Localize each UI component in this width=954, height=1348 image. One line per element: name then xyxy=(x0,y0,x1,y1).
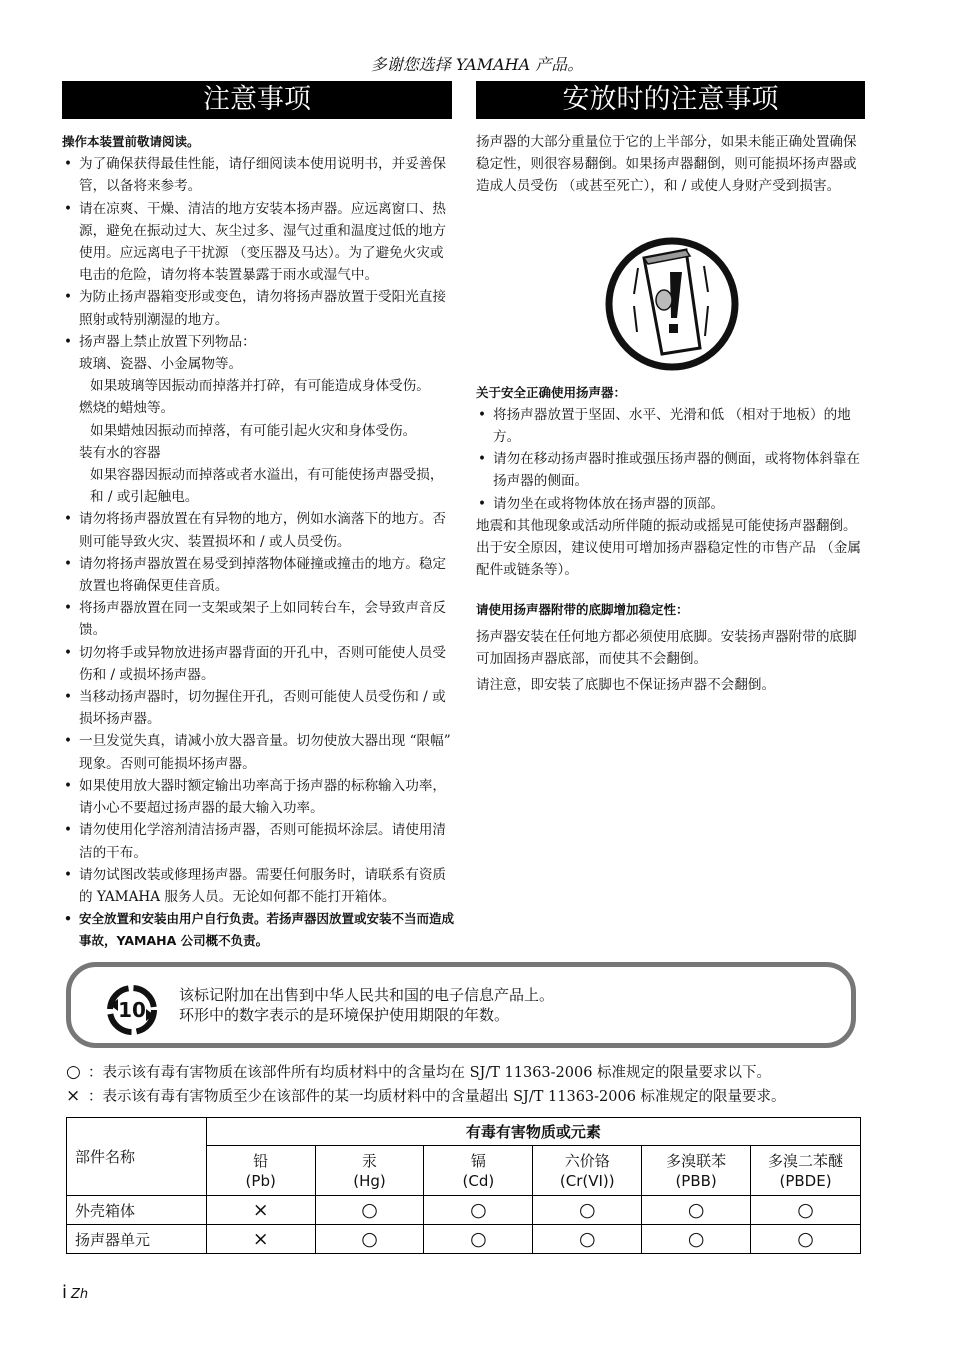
list-item: • 将扬声器放置于坚固、水平、光滑和低 （相对于地板）的地方。 xyxy=(476,404,868,448)
column-header: 镉 (Cd) xyxy=(424,1146,533,1196)
table-row xyxy=(67,1196,861,1225)
substance-mark: ○ xyxy=(424,1225,533,1254)
substance-mark: × xyxy=(206,1225,315,1254)
list-item: • 请在凉爽、干燥、清洁的地方安装本扬声器。应远离窗口、热源，避免在振动过大、灰尘过多、湿气过重和温度过低的地方使用。应远离电子干扰源 （变压器及马达）。为了避免火灾或电击的危险，请勿将本装置暴露于雨水或湿气中。 xyxy=(62,198,454,287)
eco-label-text xyxy=(179,985,554,1025)
right-column xyxy=(476,131,868,696)
eco-logo-number: 10 xyxy=(118,998,146,1022)
part-name-header: 部件名称 xyxy=(67,1118,207,1196)
left-lead: 操作本装置前敬请阅读。 xyxy=(62,134,200,149)
prohibited-item: 玻璃、瓷器、小金属物等。 xyxy=(79,356,243,373)
section2-paragraph: 扬声器安装在任何地方都必须使用底脚。安装扬声器附带的底脚可加固扬声器底部，而使其不会翻倒。 xyxy=(476,628,857,667)
prohibited-note: 如果玻璃等因振动而掉落并打碎，有可能造成身体受伤。 xyxy=(90,378,430,395)
legend-circle-text: ：表示该有毒有害物质在该部件所有均质材料中的含量均在 SJ/T 11363-2006 标准规定的限量要求以下。 xyxy=(88,1065,772,1081)
list-item: • 当移动扬声器时，切勿握住开孔，否则可能使人员受伤和 / 或损坏扬声器。 xyxy=(62,686,454,730)
list-item: • 请勿将扬声器放置在有异物的地方，例如水滴落下的地方。否则可能导致火灾、装置损坏和 / 或人员受伤。 xyxy=(62,508,454,552)
list-item-text: 扬声器上禁止放置下列物品： xyxy=(79,333,256,350)
list-item: • 如果使用放大器时额定输出功率高于扬声器的标称输入功率，请小心不要超过扬声器的最大输入功率。 xyxy=(62,775,454,819)
substance-mark: ○ xyxy=(533,1196,642,1225)
list-item: • 一旦发觉失真，请减小放大器音量。切勿使放大器出现 “限幅” 现象。否则可能损坏扬声器。 xyxy=(62,730,454,774)
list-item: • 切勿将手或异物放进扬声器背面的开孔中，否则可能使人员受伤和 / 或损坏扬声器。 xyxy=(62,642,454,686)
section1-paragraph: 地震和其他现象或活动所伴随的振动或摇晃可能使扬声器翻倒。出于安全原因，建议使用可增加扬声器稳定性的市售产品 （金属配件或链条等）。 xyxy=(476,517,861,579)
substance-mark: ○ xyxy=(533,1225,642,1254)
heading-installation-precautions: 安放时的注意事项 xyxy=(476,81,865,119)
part-name: 外壳箱体 xyxy=(67,1196,207,1225)
warning-speaker-icon xyxy=(604,236,740,372)
left-bullet-list xyxy=(62,153,454,353)
tagline: 多谢您选择 YAMAHA 产品。 xyxy=(370,55,584,74)
heading-precautions: 注意事项 xyxy=(62,81,452,119)
section2-title: 请使用扬声器附带的底脚增加稳定性： xyxy=(476,602,689,618)
prohibited-item: 装有水的容器 xyxy=(79,444,161,461)
substance-mark: ○ xyxy=(751,1196,861,1225)
substance-mark: ○ xyxy=(642,1225,751,1254)
language-code: Zh xyxy=(71,1287,89,1302)
section2-note: 请注意，即安装了底脚也不保证扬声器不会翻倒。 xyxy=(476,677,776,694)
column-header: 多溴二苯醚 (PBDE) xyxy=(751,1146,861,1196)
legend-cross xyxy=(66,1085,786,1108)
substance-mark: ○ xyxy=(315,1225,424,1254)
legend-circle xyxy=(66,1061,771,1084)
substance-group-header: 有毒有害物质或元素 xyxy=(206,1118,860,1146)
liability-notice: • 安全放置和安装由用户自行负责。若扬声器因放置或安装不当而造成事故，YAMAHA 公司概不负责。 xyxy=(62,908,454,952)
column-header: 汞 (Hg) xyxy=(315,1146,424,1196)
section1-title: 关于安全正确使用扬声器： xyxy=(476,384,627,400)
list-item: • 请勿将扬声器放置在易受到掉落物体碰撞或撞击的地方。稳定放置也将确保更佳音质。 xyxy=(62,553,454,597)
prohibited-note: 如果蜡烛因振动而掉落，有可能引起火灾和身体受伤。 xyxy=(90,422,417,439)
hazardous-substance-table xyxy=(66,1117,861,1254)
list-item: • 为防止扬声器箱变形或变色，请勿将扬声器放置于受阳光直接照射或特别潮湿的地方。 xyxy=(62,286,454,330)
circle-mark-icon: ○ xyxy=(66,1062,81,1082)
part-name: 扬声器单元 xyxy=(67,1225,207,1254)
list-item: • 请勿使用化学溶剂清洁扬声器，否则可能损坏涂层。请使用清洁的干布。 xyxy=(62,819,454,863)
list-item: • 请勿在移动扬声器时推或强压扬声器的侧面，或将物体斜靠在扬声器的侧面。 xyxy=(476,448,868,492)
left-column xyxy=(62,131,454,953)
substance-mark: ○ xyxy=(642,1196,751,1225)
page-number: i xyxy=(62,1282,68,1303)
column-header: 多溴联苯 (PBB) xyxy=(642,1146,751,1196)
right-bullet-list xyxy=(476,404,868,515)
list-item: • 请勿试图改装或修理扬声器。需要任何服务时，请联系有资质的 YAMAHA 服务人员。无论如何都不能打开箱体。 xyxy=(62,864,454,908)
right-intro: 扬声器的大部分重量位于它的上半部分，如果未能正确处置确保稳定性，则很容易翻倒。如果扬声器翻倒，则可能损坏扬声器或造成人员受伤 （或甚至死亡），和 / 或使人身财产受到损害。 xyxy=(476,134,857,195)
substance-mark: ○ xyxy=(315,1196,424,1225)
list-item xyxy=(62,331,454,353)
list-item: • 为了确保获得最佳性能，请仔细阅读本使用说明书，并妥善保管，以备将来参考。 xyxy=(62,153,454,197)
column-header: 六价铬 (Cr(VI)) xyxy=(533,1146,642,1196)
substance-mark: ○ xyxy=(424,1196,533,1225)
column-header: 铅 (Pb) xyxy=(206,1146,315,1196)
left-bullet-list-2 xyxy=(62,508,454,952)
table-row xyxy=(67,1225,861,1254)
environmental-protection-period-icon xyxy=(105,983,159,1037)
legend-cross-text: ：表示该有毒有害物质至少在该部件的某一均质材料中的含量超出 SJ/T 11363-2006 标准规定的限量要求。 xyxy=(88,1089,786,1105)
substance-mark: ○ xyxy=(751,1225,861,1254)
eco-line-1: 该标记附加在出售到中华人民共和国的电子信息产品上。 xyxy=(179,986,555,1004)
list-item: • 将扬声器放置在同一支架或架子上如同转台车，会导致声音反馈。 xyxy=(62,597,454,641)
prohibited-item: 燃烧的蜡烛等。 xyxy=(79,400,175,417)
substance-mark: × xyxy=(206,1196,315,1225)
eco-label-box xyxy=(66,962,856,1048)
page-footer xyxy=(62,1282,88,1303)
list-item: • 请勿坐在或将物体放在扬声器的顶部。 xyxy=(476,493,868,515)
prohibited-note: 如果容器因振动而掉落或者水溢出，有可能使扬声器受损，和 / 或引起触电。 xyxy=(90,467,444,506)
eco-line-2: 环形中的数字表示的是环境保护使用期限的年数。 xyxy=(179,1006,510,1024)
cross-mark-icon: × xyxy=(66,1086,81,1106)
